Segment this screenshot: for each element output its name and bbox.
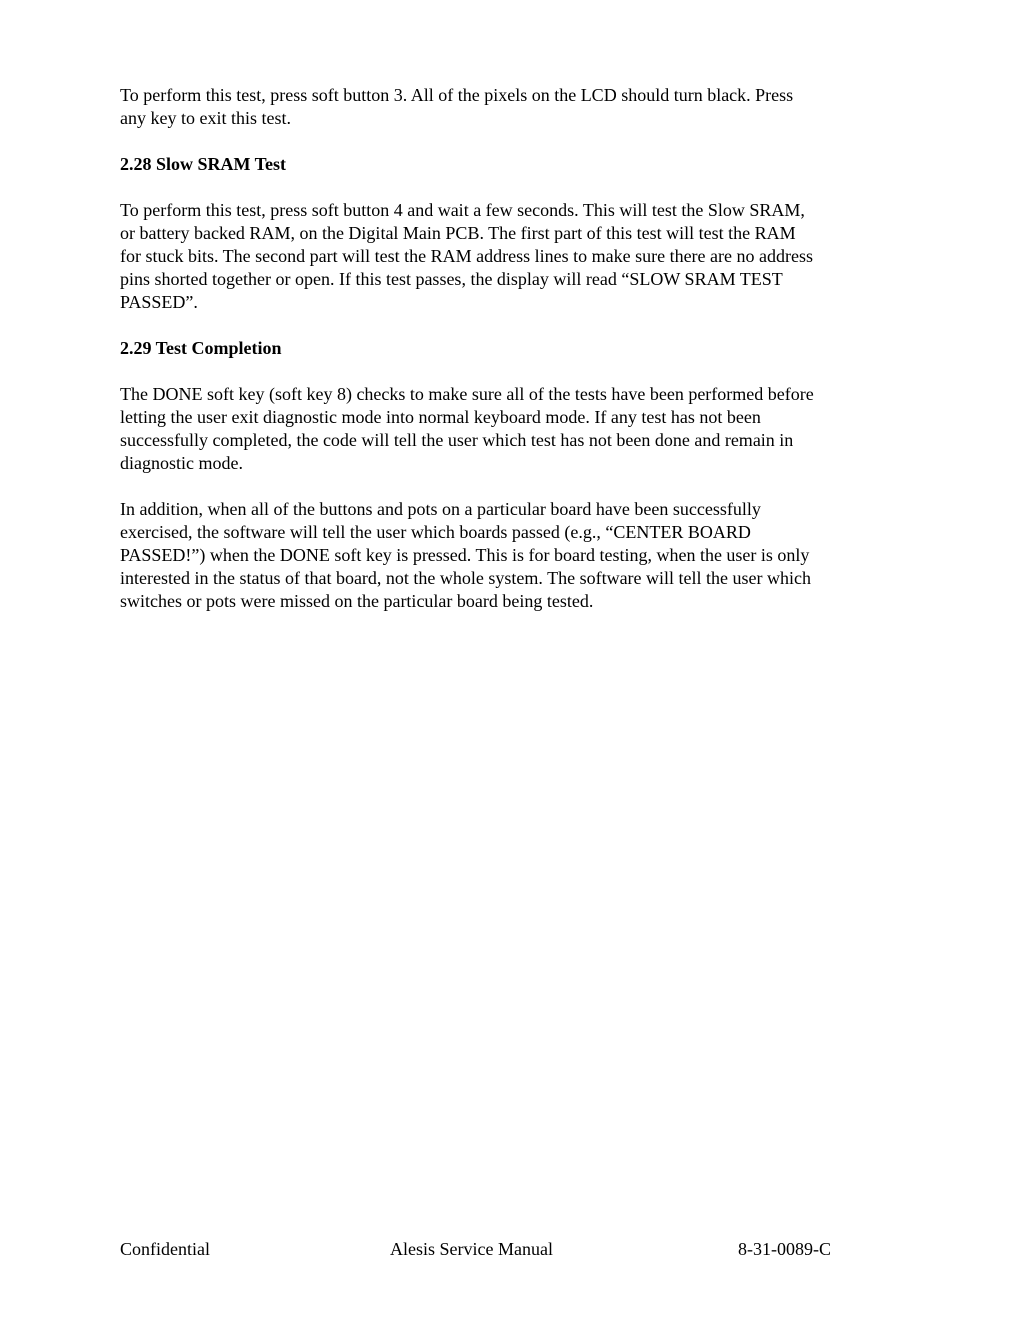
text-line: To perform this test, press soft button 3. All of the pixels on the LCD should turn black. Press — [120, 85, 794, 105]
text-line: exercised, the software will tell the user which boards passed (e.g., “CENTER BOARD — [120, 522, 751, 542]
text-line: switches or pots were missed on the particular board being tested. — [120, 591, 594, 611]
test-completion-paragraph-1 — [120, 383, 900, 475]
intro-paragraph — [120, 84, 900, 130]
text-line: for stuck bits. The second part will test the RAM address lines to make sure there are no address — [120, 246, 813, 266]
page-content — [120, 84, 900, 636]
test-completion-paragraph-2 — [120, 498, 900, 613]
text-line: PASSED!”) when the DONE soft key is pressed. This is for board testing, when the user is only — [120, 545, 810, 565]
text-line: or battery backed RAM, on the Digital Main PCB. The first part of this test will test the RAM — [120, 223, 796, 243]
section-heading-2-28: 2.28 Slow SRAM Test — [120, 154, 287, 174]
text-line: any key to exit this test. — [120, 108, 291, 128]
text-line: successfully completed, the code will tell the user which test has not been done and remain in — [120, 430, 794, 450]
text-line: pins shorted together or open. If this test passes, the display will read “SLOW SRAM TEST — [120, 269, 783, 289]
text-line: letting the user exit diagnostic mode into normal keyboard mode. If any test has not been — [120, 407, 761, 427]
page-footer — [0, 1237, 1020, 1261]
section-heading-2-29: 2.29 Test Completion — [120, 338, 282, 358]
text-line: The DONE soft key (soft key 8) checks to make sure all of the tests have been performed before — [120, 384, 814, 404]
text-line: To perform this test, press soft button 4 and wait a few seconds. This will test the Slow SRAM, — [120, 200, 805, 220]
footer-manual-title: Alesis Service Manual — [390, 1239, 553, 1259]
footer-document-number: 8-31-0089-C — [738, 1239, 831, 1259]
slow-sram-paragraph — [120, 199, 900, 314]
text-line: diagnostic mode. — [120, 453, 243, 473]
text-line: interested in the status of that board, not the whole system. The software will tell the user which — [120, 568, 812, 588]
text-line: In addition, when all of the buttons and pots on a particular board have been successfully — [120, 499, 761, 519]
footer-confidential: Confidential — [120, 1239, 210, 1259]
text-line: PASSED”. — [120, 292, 198, 312]
